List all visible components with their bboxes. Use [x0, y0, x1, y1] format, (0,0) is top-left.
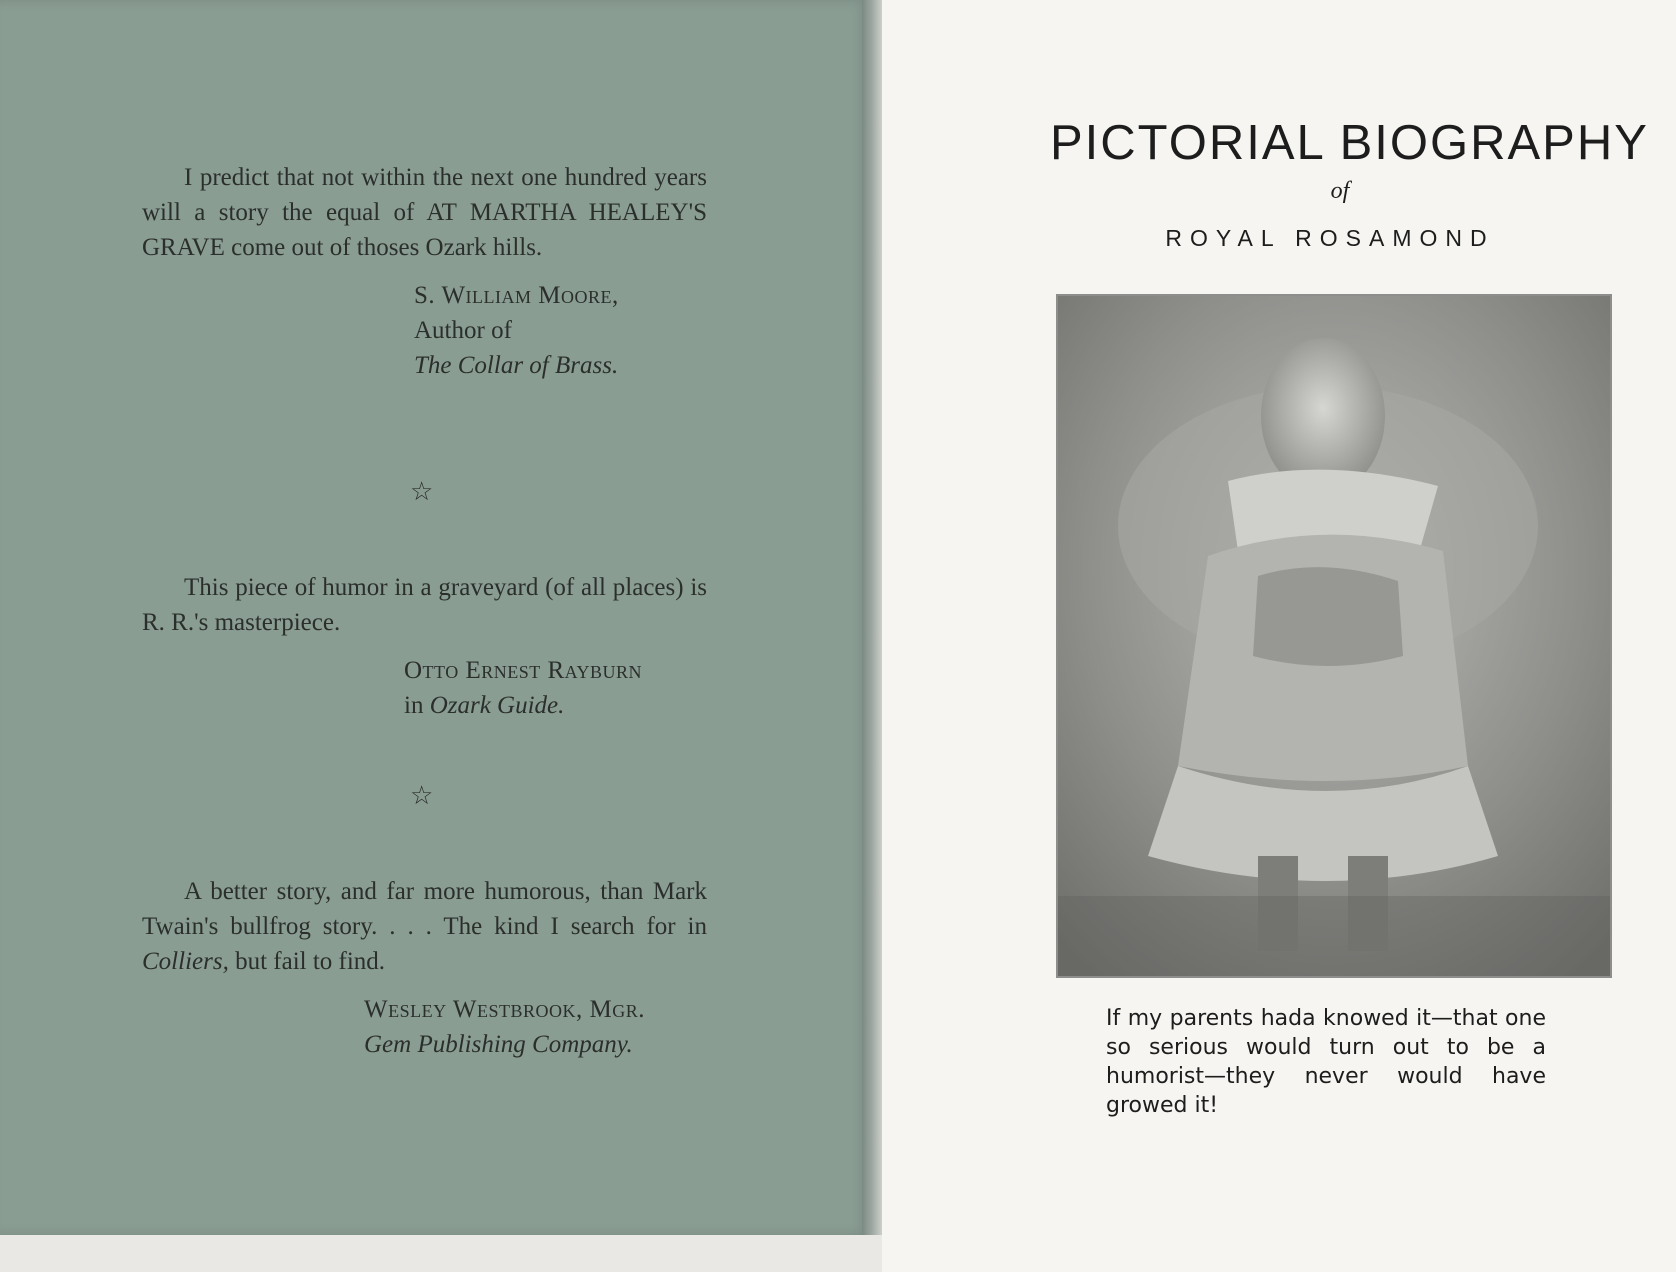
quote-westbrook	[142, 874, 707, 1062]
quote-author: S. William Moore,	[414, 282, 619, 309]
quote-body	[142, 874, 707, 979]
star-separator: ☆	[410, 781, 434, 811]
scan-background	[0, 1235, 882, 1272]
photo-caption: If my parents hada knowed it—that one so serious would turn out to be a humorist—they never would have growed it!	[1106, 1006, 1546, 1118]
title-of: of	[1330, 178, 1350, 204]
quote-source-prefix: in	[404, 692, 424, 719]
quote-rayburn	[142, 570, 707, 723]
quote-author-role: Author of	[414, 317, 512, 344]
page-title: PICTORIAL BIOGRAPHY	[1050, 116, 1649, 170]
page-subtitle: ROYAL ROSAMOND	[1165, 225, 1495, 251]
quote-book-title: The Collar of Brass.	[414, 352, 619, 379]
quote-source-title: Ozark Guide.	[429, 692, 565, 719]
star-separator: ☆	[410, 477, 434, 507]
quote-publisher: Gem Publishing Company.	[364, 1031, 633, 1058]
quote-body-part2: but fail to find.	[235, 948, 386, 975]
quote-author: Wesley Westbrook, Mgr.	[364, 996, 645, 1023]
quote-body: I predict that not within the next one hundred years will a story the equal of AT MARTHA HEALEY'S GRAVE come out of thoses Ozark hills.	[142, 164, 707, 261]
quote-source	[404, 688, 707, 723]
child-portrait-photo	[1058, 296, 1610, 976]
quote-body: This piece of humor in a graveyard (of all places) is R. R.'s masterpiece.	[142, 574, 707, 636]
quote-body-italic: Colliers,	[142, 948, 229, 975]
quote-moore	[142, 160, 707, 383]
quote-author: Otto Ernest Rayburn	[404, 657, 643, 684]
portrait-illustration	[1058, 296, 1610, 976]
quote-body-part1: A better story, and far more humorous, than Mark Twain's bullfrog story. . . . The kind I search for in	[142, 878, 707, 940]
